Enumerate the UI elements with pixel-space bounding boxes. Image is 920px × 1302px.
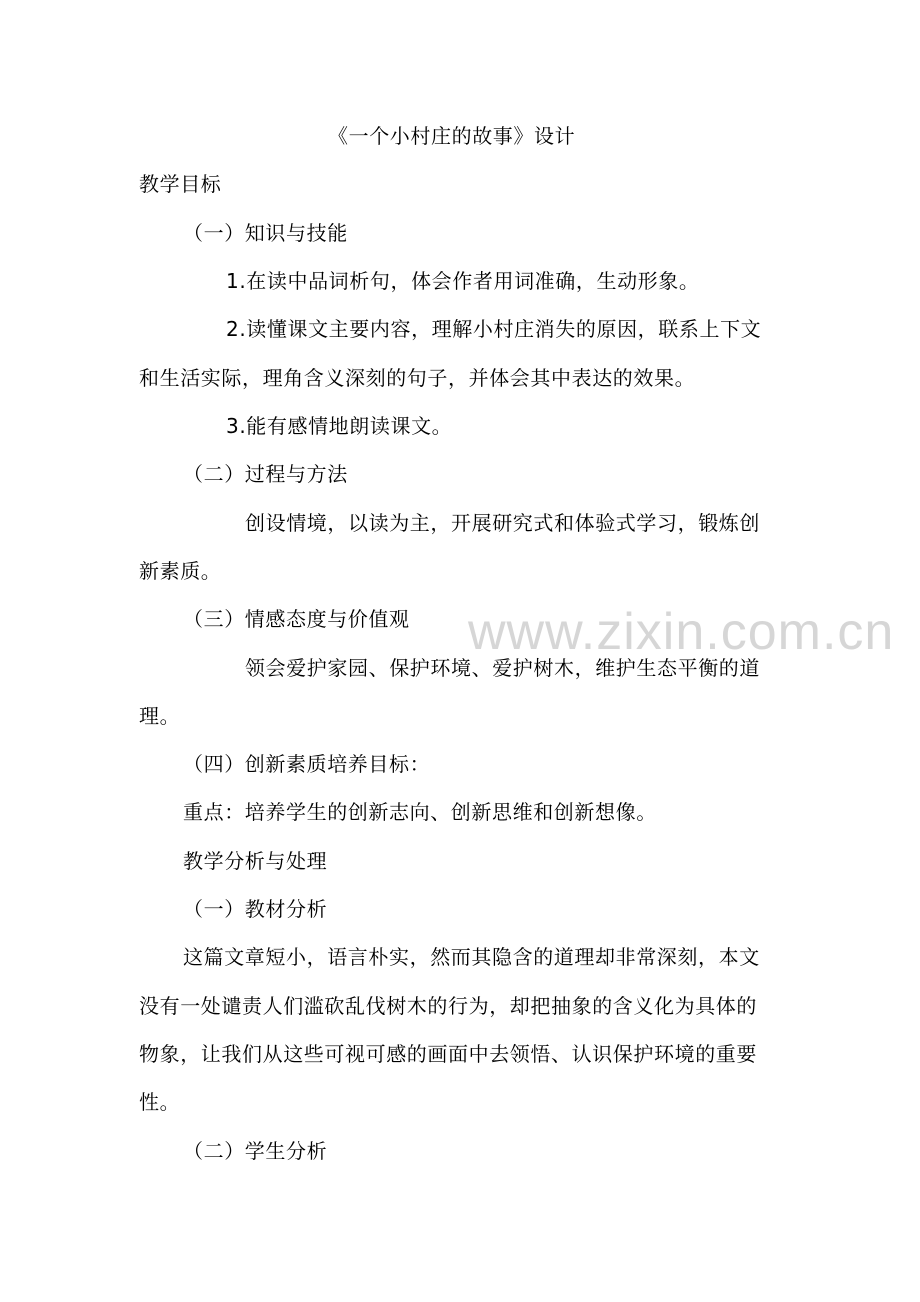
focus-text: 重点：培养学生的创新志向、创新思维和创新想像。: [183, 800, 657, 824]
analysis1-heading: （一）教材分析: [183, 897, 328, 921]
analysis1-line2: 没有一处谴责人们滥砍乱伐树木的行为，却把抽象的含义化为具体的: [139, 994, 757, 1018]
section-heading-analysis: 教学分析与处理: [183, 849, 328, 873]
analysis2-heading: （二）学生分析: [183, 1139, 328, 1163]
section-heading-goals: 教学目标: [139, 172, 222, 196]
document-title: 《一个小村庄的故事》设计: [328, 124, 576, 148]
goal3-text-line2: 理。: [139, 704, 181, 728]
goal2-heading: （二）过程与方法: [183, 462, 348, 486]
analysis1-line1: 这篇文章短小，语言朴实，然而其隐含的道理却非常深刻，本文: [183, 945, 760, 969]
goal1-item2-line2: 和生活实际，理角含义深刻的句子，并体会其中表达的效果。: [139, 366, 696, 390]
analysis1-line4: 性。: [139, 1090, 181, 1114]
goal4-heading: （四）创新素质培养目标：: [183, 752, 431, 776]
goal3-heading: （三）情感态度与价值观: [183, 607, 410, 631]
goal1-item1: 1.在读中品词析句，体会作者用词准确，生动形象。: [226, 269, 700, 293]
goal3-text-line1: 领会爱护家园、保护环境、爱护树木，维护生态平衡的道: [245, 656, 760, 680]
goal1-heading: （一）知识与技能: [183, 221, 348, 245]
goal1-item3: 3.能有感情地朗读课文。: [226, 414, 453, 438]
goal2-text-line1: 创设情境，以读为主，开展研究式和体验式学习，锻炼创: [245, 511, 760, 535]
analysis1-line3: 物象，让我们从这些可视可感的画面中去领悟、认识保护环境的重要: [139, 1042, 757, 1066]
goal1-item2-line1: 2.读懂课文主要内容，理解小村庄消失的原因，联系上下文: [226, 317, 762, 341]
goal2-text-line2: 新素质。: [139, 559, 222, 583]
watermark: www.zixin.com.cn: [468, 603, 895, 661]
